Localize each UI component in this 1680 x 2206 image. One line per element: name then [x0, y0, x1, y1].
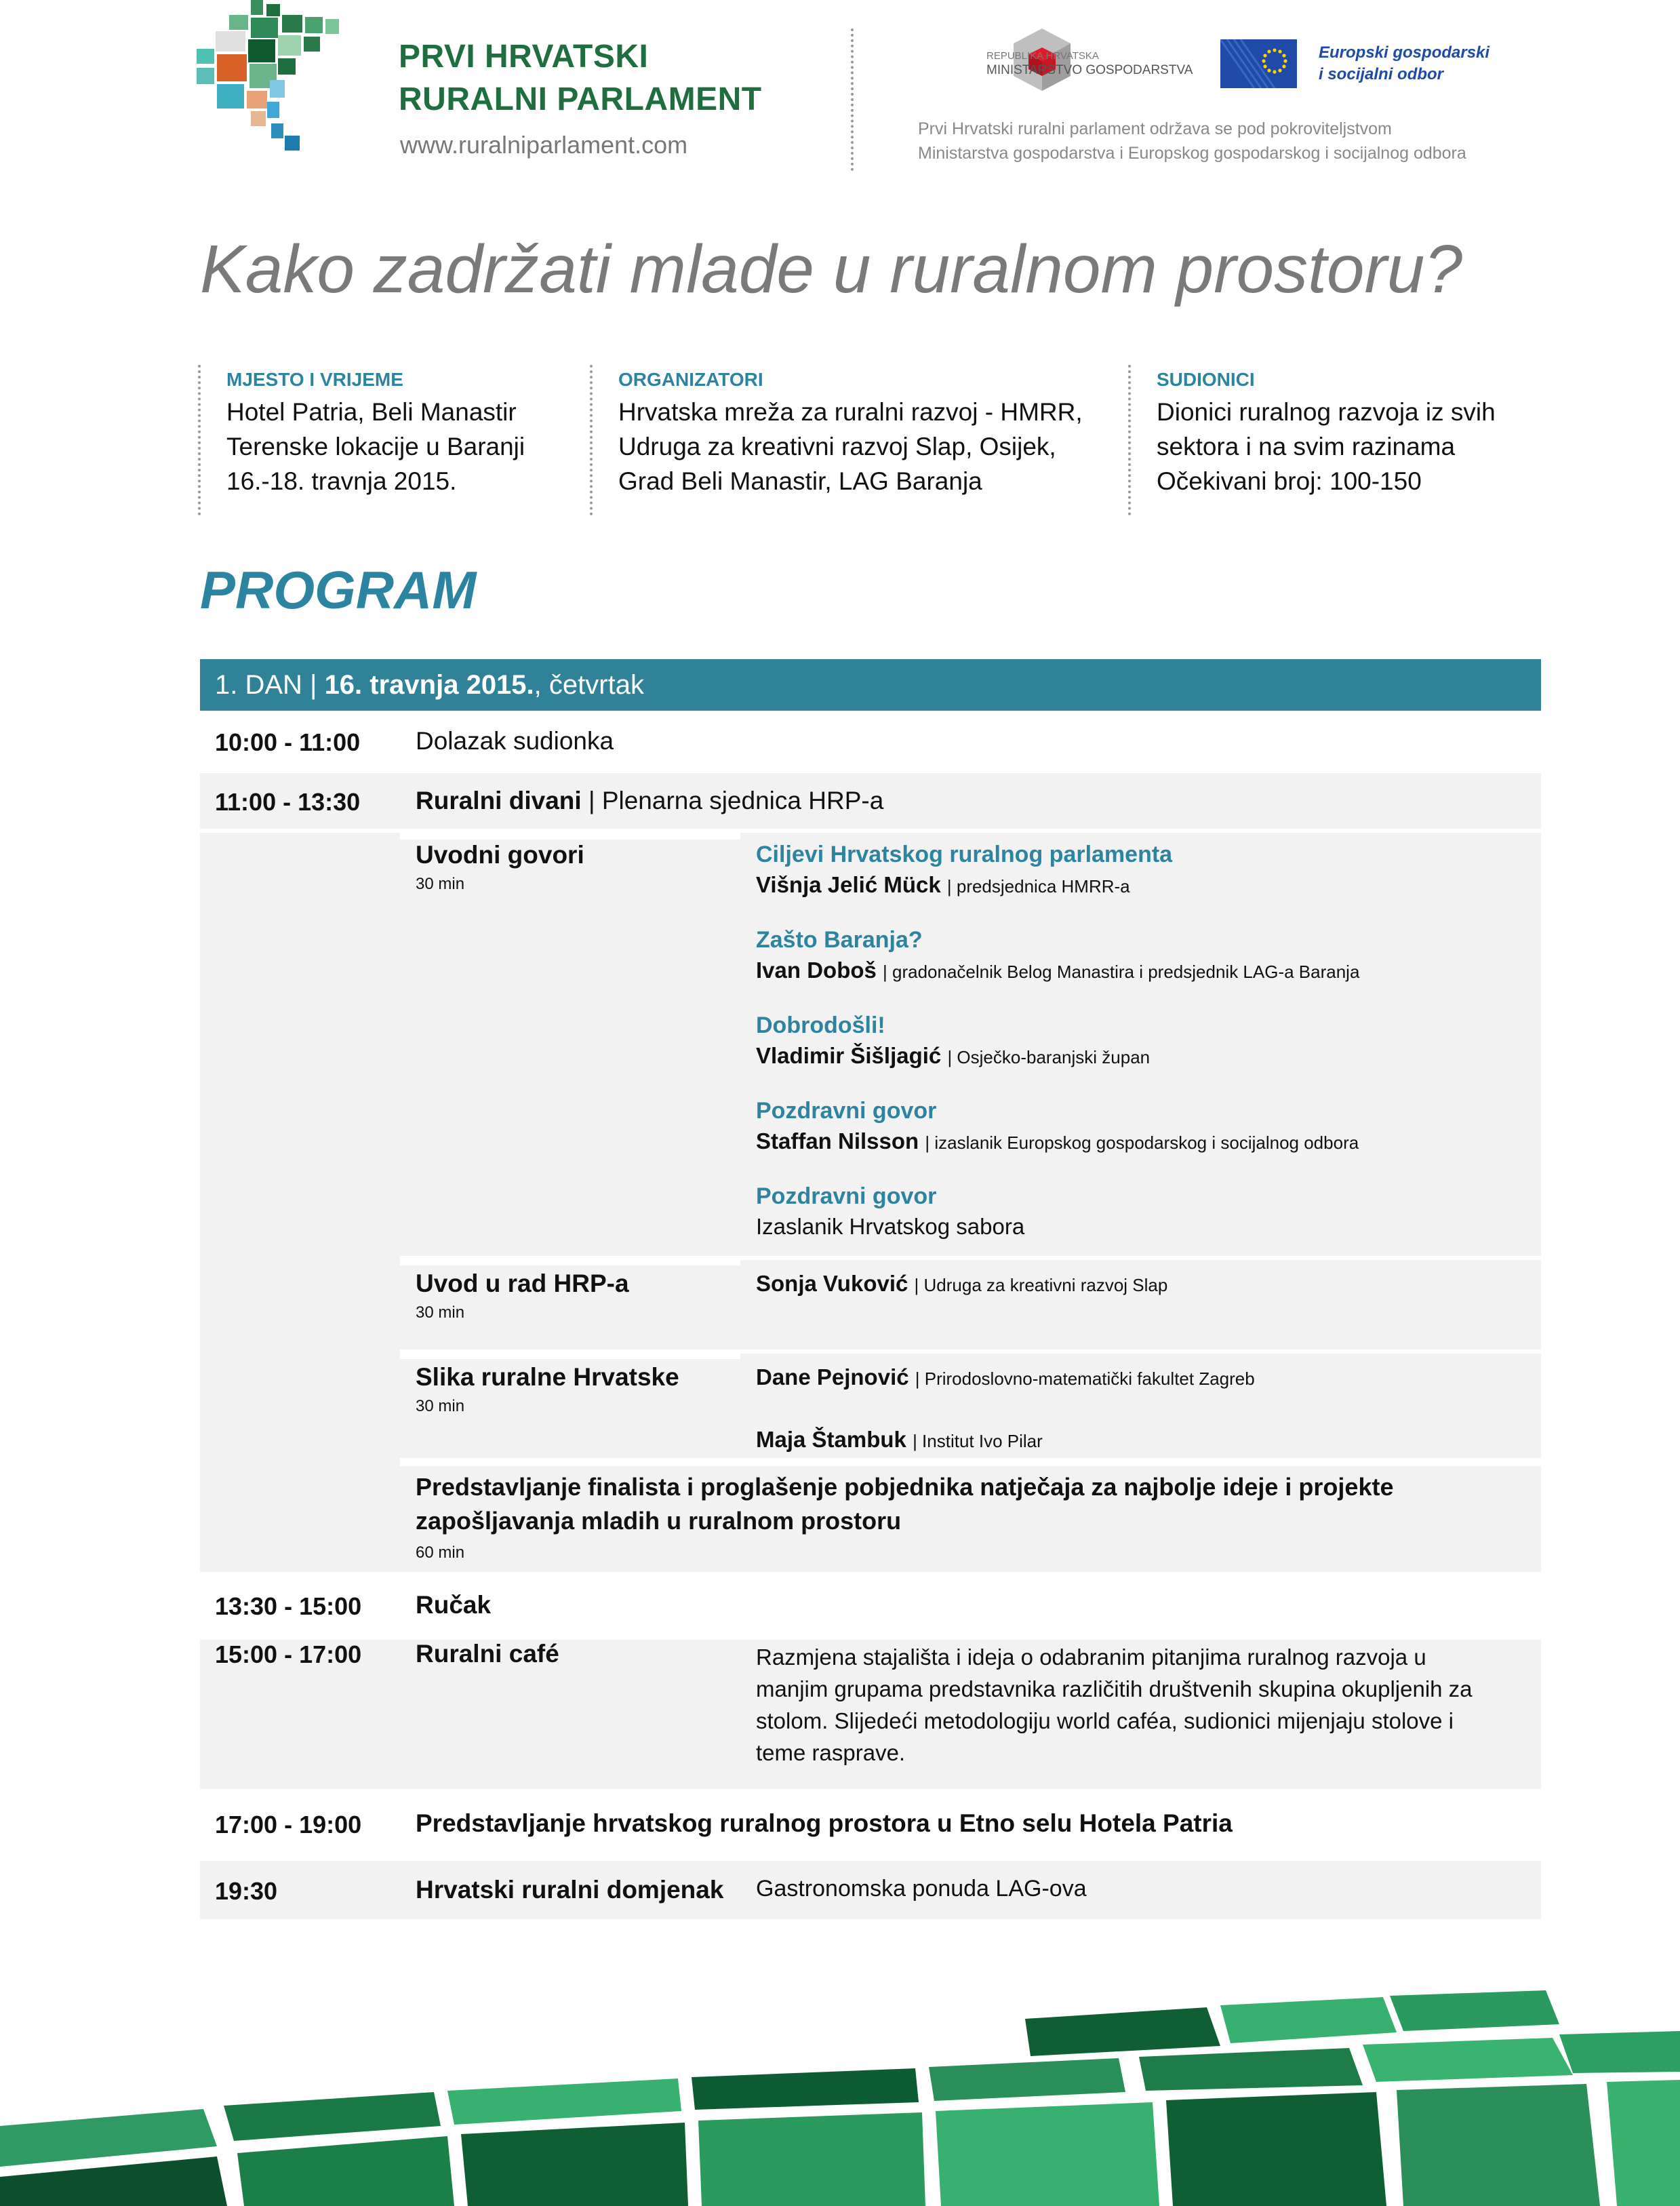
schedule-row-cafe: 15:00 - 17:00 Ruralni café Razmjena stajališta i ideja o odabranim pitanjima ruralnog razvoja u manjim grupama predstavnika različitih društvenih skupina okupljenih za stolom. Slijedeći metodologiju world caféa, sudionici mijenjaju stolove i teme rasprave.: [200, 1640, 1541, 1789]
page-title: Kako zadržati mlade u ruralnom prostoru?: [200, 231, 1463, 307]
ministry-name: MINISTARSTVO GOSPODARSTVA: [986, 63, 1193, 77]
speaker-entry: Dobrodošli! Vladimir Šišljagić | Osječko-baranjski župan: [756, 1012, 1151, 1068]
patronage-note: Prvi Hrvatski ruralni parlament održava se pod pokroviteljstvom Ministarstva gospodarstva i Europskog gospodarskog i socijalnog odbora: [918, 119, 1466, 163]
speaker-entry: Sonja Vuković | Udruga za kreativni razvoj Slap: [756, 1271, 1168, 1296]
speaker-entry: Dane Pejnović | Prirodoslovno-matematički fakultet Zagreb: [756, 1364, 1255, 1390]
schedule-row-plenary: 11:00 - 13:30 Ruralni divani | Plenarna sjednica HRP-a: [200, 773, 1541, 1572]
speaker-entry: Ciljevi Hrvatskog ruralnog parlamenta Višnja Jelić Mück | predsjednica HMRR-a: [756, 842, 1173, 897]
website-link[interactable]: www.ruralniparlament.com: [400, 131, 688, 159]
row-divider: [400, 1354, 740, 1359]
speaker-entry: Maja Štambuk | Institut Ivo Pilar: [756, 1427, 1043, 1452]
session-rural-picture: Slika ruralne Hrvatske 30 min: [416, 1363, 679, 1415]
header-divider: [851, 28, 854, 171]
row-divider: [400, 1458, 1541, 1466]
session-finalists: Predstavljanje finalista i proglašenje pobjednika natječaja za najbolje ideje i projekte zapošljavanja mladih u ruralnom prostoru 60 min: [416, 1473, 1394, 1562]
info-participants: SUDIONICI Dionici ruralnog razvoja iz svih sektora i na svim razinama Očekivani broj: 100-150: [1128, 365, 1535, 515]
speaker-entry: Zašto Baranja? Ivan Doboš | gradonačelnik Belog Manastira i predsjednik LAG-a Baranja: [756, 927, 1360, 983]
cafe-description: Razmjena stajališta i ideja o odabranim pitanjima ruralnog razvoja u manjim grupama predstavnika različitih društvenih skupina okupljenih za stolom. Slijedeći metodologiju world caféa, sudionici mijenjaju stolove i teme rasprave.: [756, 1644, 1473, 1765]
eu-flag-icon: [1220, 39, 1297, 88]
eesc-name: Europski gospodarski i socijalni odbor: [1319, 43, 1490, 83]
rural-parliament-logo: [197, 0, 353, 153]
session-intro-speeches: Uvodni govori 30 min: [416, 841, 584, 893]
day-header: 1. DAN | 16. travnja 2015., četvrtak: [200, 659, 1541, 711]
organization-title: PRVI HRVATSKI RURALNI PARLAMENT: [399, 39, 762, 117]
info-place-time: MJESTO I VRIJEME Hotel Patria, Beli Manastir Terenske lokacije u Baranji 16.-18. travnja 2015.: [198, 365, 564, 515]
schedule-row-reception: 19:30 Hrvatski ruralni domjenak Gastronomska ponuda LAG-ova: [200, 1861, 1541, 1919]
schedule-row-presentation: 17:00 - 19:00 Predstavljanje hrvatskog ruralnog prostora u Etno selu Hotela Patria: [215, 1809, 1233, 1838]
speaker-entry: Pozdravni govor Izaslanik Hrvatskog sabora: [756, 1183, 1025, 1239]
schedule-row-arrival: 10:00 - 11:00 Dolazak sudionka: [215, 727, 614, 756]
decorative-footer-mosaic: [0, 1990, 1680, 2206]
row-divider: [400, 1260, 740, 1265]
intro-speakers-list: [756, 840, 1529, 1267]
info-organizers: ORGANIZATORI Hrvatska mreža za ruralni razvoj - HMRR, Udruga za kreativni razvoj Slap, Osijek, Grad Beli Manastir, LAG Baranja: [590, 365, 1119, 515]
row-divider: [400, 833, 740, 840]
session-intro-hrp: Uvod u rad HRP-a 30 min: [416, 1269, 629, 1322]
ministry-country: REPUBLIKA HRVATSKA: [986, 50, 1099, 62]
schedule-row-lunch: 13:30 - 15:00 Ručak: [215, 1591, 492, 1620]
program-heading: PROGRAM: [200, 560, 477, 620]
speaker-entry: Pozdravni govor Staffan Nilsson | izaslanik Europskog gospodarskog i socijalnog odbora: [756, 1098, 1359, 1154]
